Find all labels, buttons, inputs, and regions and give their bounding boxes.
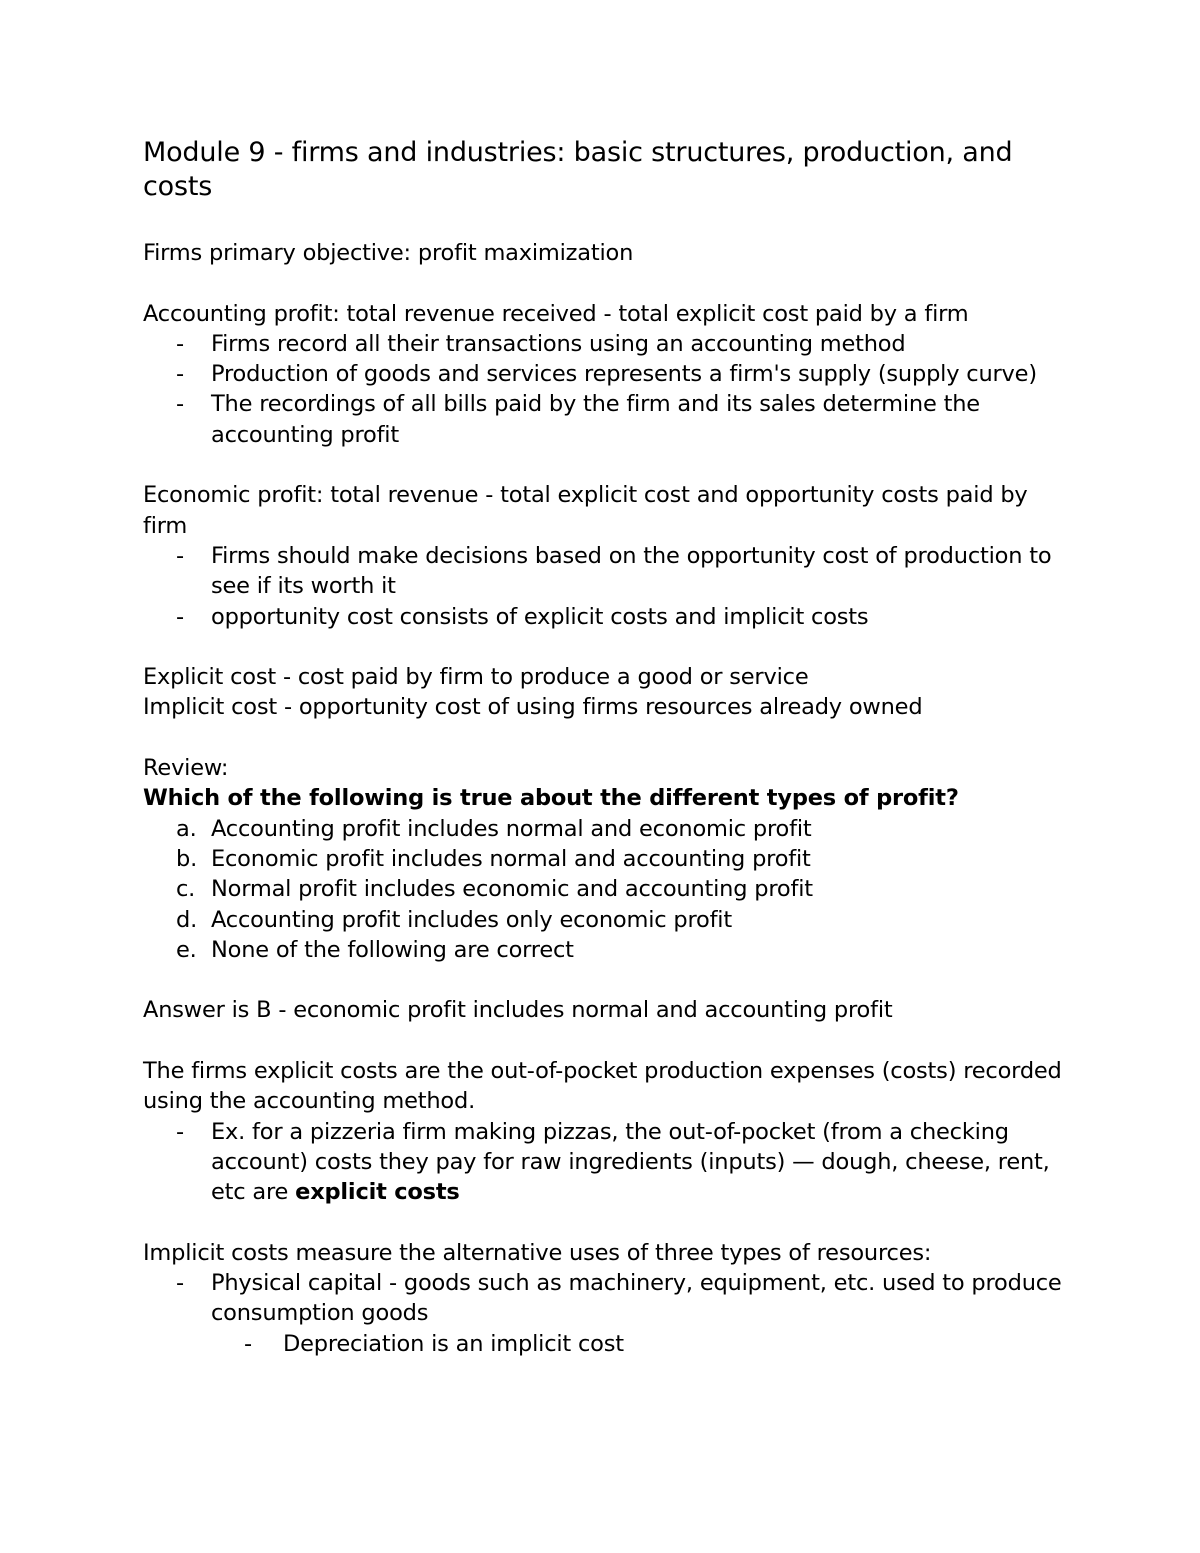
implicit-costs-paragraph: Implicit costs measure the alternative uses of three types of resources: <box>143 1239 932 1266</box>
list-item <box>143 541 1063 602</box>
list-item <box>143 602 1063 632</box>
review-question: Which of the following is true about the different types of profit? <box>143 785 959 812</box>
spacer <box>143 1208 1063 1238</box>
dash-marker: - <box>176 542 184 569</box>
economic-profit-list <box>143 541 1063 632</box>
option-marker: a. <box>176 815 197 842</box>
review-option <box>143 844 1063 874</box>
spacer <box>143 723 1063 753</box>
option-marker: d. <box>176 906 198 933</box>
list-item-text <box>211 1119 1050 1206</box>
sub-list-item <box>211 1329 1063 1359</box>
objective-line: Firms primary objective: profit maximization <box>143 240 634 266</box>
option-text: Accounting profit includes only economic profit <box>211 906 732 933</box>
list-item-text: The recordings of all bills paid by the firm and its sales determine the accounting profit <box>211 391 980 448</box>
review-answer: Answer is B - economic profit includes normal and accounting profit <box>143 997 893 1024</box>
explicit-costs-paragraph: The firms explicit costs are the out-of-pocket production expenses (costs) recorded using the accounting method. <box>143 1058 1062 1115</box>
list-item <box>143 389 1063 450</box>
option-marker: c. <box>176 876 196 903</box>
review-option <box>143 935 1063 965</box>
list-item-text: opportunity cost consists of explicit costs and implicit costs <box>211 603 869 630</box>
option-text: None of the following are correct <box>211 936 574 963</box>
review-options-list <box>143 814 1063 965</box>
list-item <box>143 1117 1063 1208</box>
list-item-text: Firms record all their transactions using an accounting method <box>211 330 906 357</box>
list-item-text: Production of goods and services represents a firm's supply (supply curve) <box>211 361 1037 388</box>
option-text: Economic profit includes normal and accounting profit <box>211 845 811 872</box>
dash-marker: - <box>176 391 184 418</box>
dash-marker: - <box>176 1270 184 1297</box>
option-marker: b. <box>176 845 198 872</box>
review-option <box>143 874 1063 904</box>
implicit-costs-sub-list <box>211 1329 1063 1359</box>
spacer <box>143 450 1063 480</box>
document-body <box>143 136 1063 1359</box>
list-item <box>143 329 1063 359</box>
example-text: Ex. for a pizzeria firm making pizzas, the out-of-pocket (from a checking account) costs they pay for raw ingredients (inputs) — dough, cheese, rent, etc are <box>211 1118 1050 1206</box>
option-marker: e. <box>176 936 197 963</box>
list-item-text: Firms should make decisions based on the opportunity cost of production to see if its worth it <box>211 542 1052 600</box>
dash-marker: - <box>176 603 184 630</box>
list-item <box>143 359 1063 389</box>
review-label: Review: <box>143 755 229 782</box>
example-bold-text: explicit costs <box>295 1179 460 1206</box>
spacer <box>143 965 1063 995</box>
implicit-costs-list <box>143 1268 1063 1359</box>
review-option <box>143 814 1063 844</box>
spacer <box>143 1026 1063 1056</box>
spacer <box>143 268 1063 298</box>
dash-marker: - <box>176 330 184 357</box>
explicit-cost-definition: Explicit cost - cost paid by firm to produce a good or service <box>143 664 809 691</box>
review-option <box>143 905 1063 935</box>
accounting-profit-heading: Accounting profit: total revenue received - total explicit cost paid by a firm <box>143 300 969 327</box>
dash-marker: - <box>176 1118 184 1145</box>
option-text: Accounting profit includes normal and economic profit <box>211 815 812 842</box>
option-text: Normal profit includes economic and accounting profit <box>211 876 813 903</box>
list-item-text: Physical capital - goods such as machinery, equipment, etc. used to produce consumption goods <box>211 1270 1062 1327</box>
dash-marker: - <box>176 361 184 388</box>
accounting-profit-list <box>143 329 1063 450</box>
implicit-cost-definition: Implicit cost - opportunity cost of using firms resources already owned <box>143 694 923 721</box>
economic-profit-heading: Economic profit: total revenue - total explicit cost and opportunity costs paid by firm <box>143 482 1028 539</box>
page-title: Module 9 - firms and industries: basic structures, production, and costs <box>143 137 1013 202</box>
dash-marker: - <box>244 1330 252 1357</box>
sub-list-item-text: Depreciation is an implicit cost <box>283 1330 624 1357</box>
spacer <box>143 632 1063 662</box>
explicit-costs-list <box>143 1117 1063 1208</box>
list-item <box>143 1268 1063 1359</box>
